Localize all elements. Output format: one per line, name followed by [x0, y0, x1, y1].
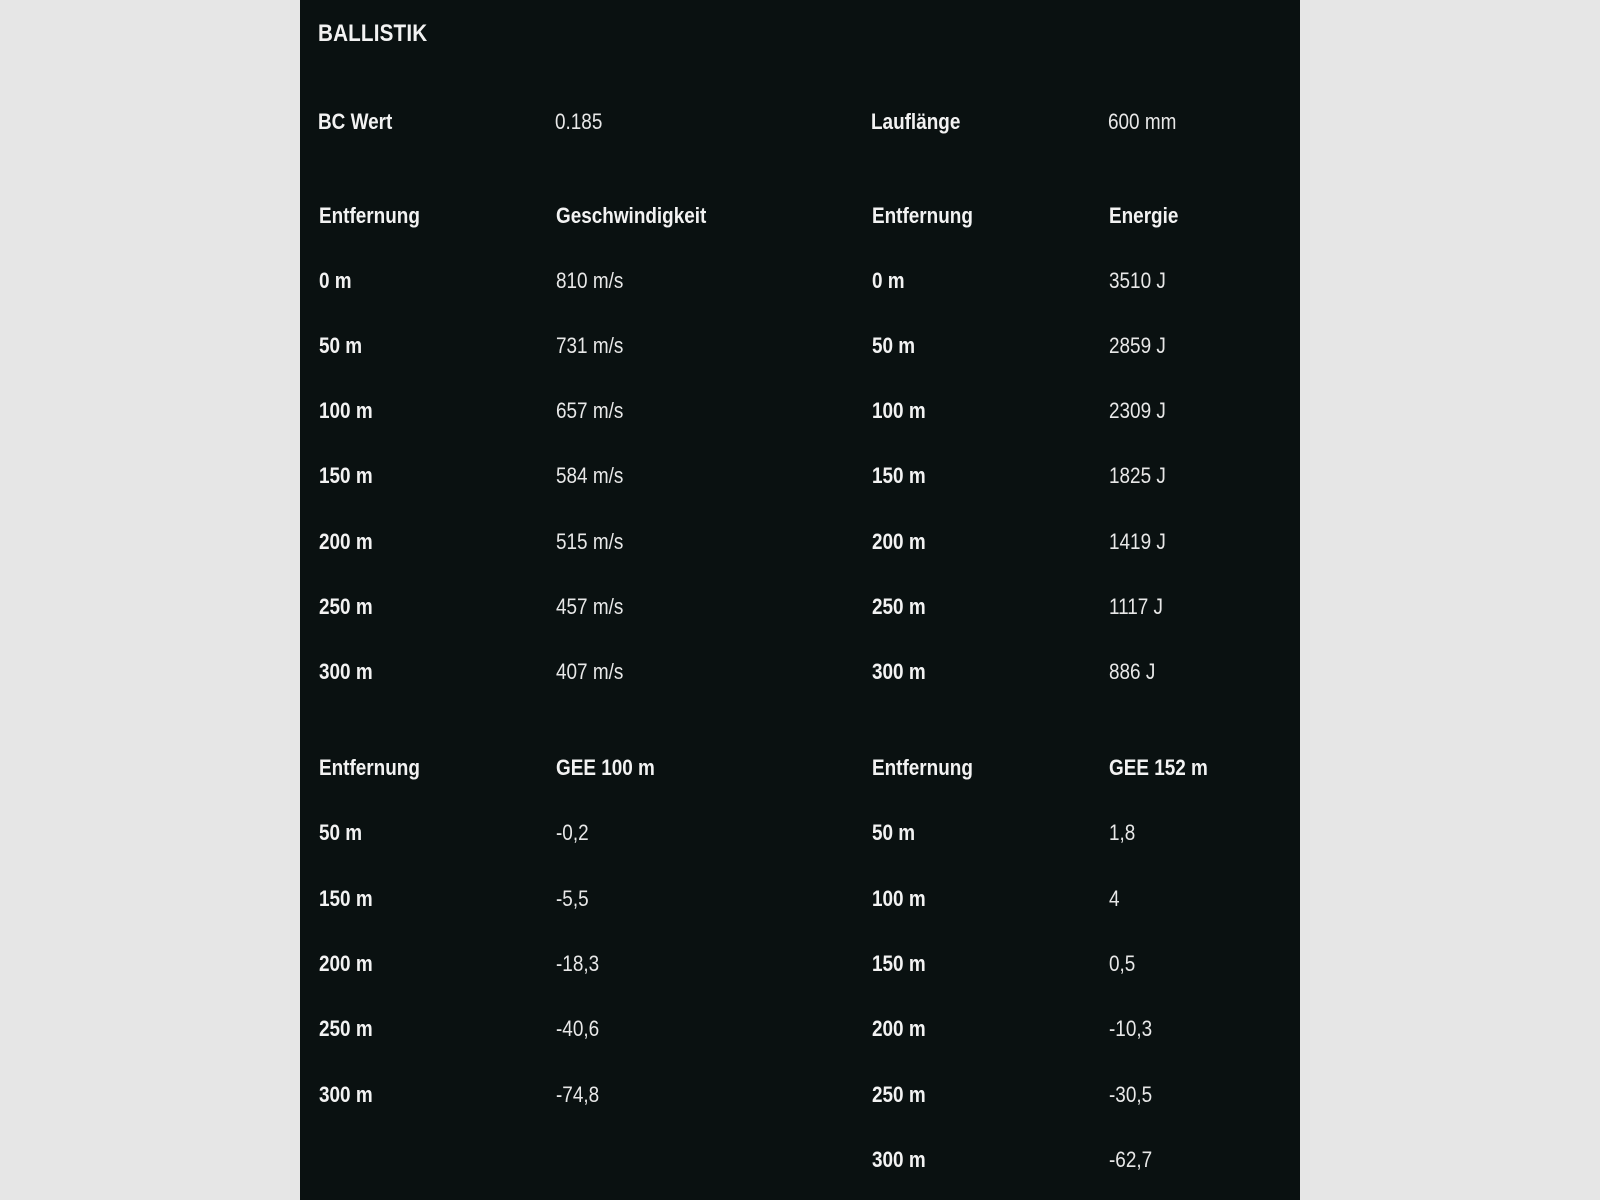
velocity-distance: 0 m: [319, 268, 352, 293]
energy-value: 3510 J: [1109, 268, 1166, 293]
energy-value: 1825 J: [1109, 463, 1166, 488]
velocity-value: 457 m/s: [556, 594, 624, 619]
gee152-header: GEE 152 m: [1109, 755, 1208, 780]
velocity-value: 810 m/s: [556, 268, 624, 293]
gee100-distance: 250 m: [319, 1016, 373, 1041]
gee100-distance: 150 m: [319, 886, 373, 911]
ballistics-panel: [300, 0, 1300, 1200]
gee100-value: -40,6: [556, 1016, 600, 1041]
gee100-value: -0,2: [556, 820, 589, 845]
gee152-distance: 50 m: [872, 820, 916, 845]
energy-distance-header: Entfernung: [872, 203, 973, 228]
velocity-value: 657 m/s: [556, 398, 624, 423]
gee152-distance: 250 m: [872, 1082, 926, 1107]
velocity-value: 731 m/s: [556, 333, 624, 358]
energy-distance: 150 m: [872, 463, 926, 488]
energy-value: 1117 J: [1109, 594, 1164, 619]
energy-distance: 250 m: [872, 594, 926, 619]
velocity-distance: 250 m: [319, 594, 373, 619]
gee152-value: 4: [1109, 886, 1120, 911]
velocity-distance: 50 m: [319, 333, 363, 358]
gee152-value: -10,3: [1109, 1016, 1153, 1041]
velocity-value: 515 m/s: [556, 529, 624, 554]
velocity-header: Geschwindigkeit: [556, 203, 707, 228]
section-title: BALLISTIK: [318, 20, 428, 47]
gee152-value: -30,5: [1109, 1082, 1153, 1107]
energy-distance: 100 m: [872, 398, 926, 423]
velocity-distance: 150 m: [319, 463, 373, 488]
energy-distance: 300 m: [872, 659, 926, 684]
gee152-distance: 200 m: [872, 1016, 926, 1041]
gee152-value: -62,7: [1109, 1147, 1153, 1172]
gee152-distance: 150 m: [872, 951, 926, 976]
gee100-value: -5,5: [556, 886, 589, 911]
energy-value: 2859 J: [1109, 333, 1166, 358]
gee100-distance-header: Entfernung: [319, 755, 420, 780]
gee100-distance: 50 m: [319, 820, 363, 845]
energy-distance: 0 m: [872, 268, 905, 293]
barrel-length-label: Lauflänge: [871, 109, 961, 134]
gee100-value: -18,3: [556, 951, 600, 976]
bc-value: 0.185: [555, 109, 603, 134]
energy-header: Energie: [1109, 203, 1179, 228]
velocity-distance-header: Entfernung: [319, 203, 420, 228]
energy-value: 1419 J: [1109, 529, 1166, 554]
velocity-value: 584 m/s: [556, 463, 624, 488]
gee100-value: -74,8: [556, 1082, 600, 1107]
gee152-distance: 100 m: [872, 886, 926, 911]
gee152-distance-header: Entfernung: [872, 755, 973, 780]
barrel-length-value: 600 mm: [1108, 109, 1177, 134]
bc-label: BC Wert: [318, 109, 393, 134]
gee100-distance: 200 m: [319, 951, 373, 976]
gee100-distance: 300 m: [319, 1082, 373, 1107]
energy-value: 2309 J: [1109, 398, 1166, 423]
gee152-value: 0,5: [1109, 951, 1136, 976]
energy-value: 886 J: [1109, 659, 1156, 684]
velocity-distance: 100 m: [319, 398, 373, 423]
energy-distance: 200 m: [872, 529, 926, 554]
velocity-distance: 200 m: [319, 529, 373, 554]
energy-distance: 50 m: [872, 333, 916, 358]
velocity-distance: 300 m: [319, 659, 373, 684]
gee152-distance: 300 m: [872, 1147, 926, 1172]
gee152-value: 1,8: [1109, 820, 1136, 845]
gee100-header: GEE 100 m: [556, 755, 655, 780]
velocity-value: 407 m/s: [556, 659, 624, 684]
